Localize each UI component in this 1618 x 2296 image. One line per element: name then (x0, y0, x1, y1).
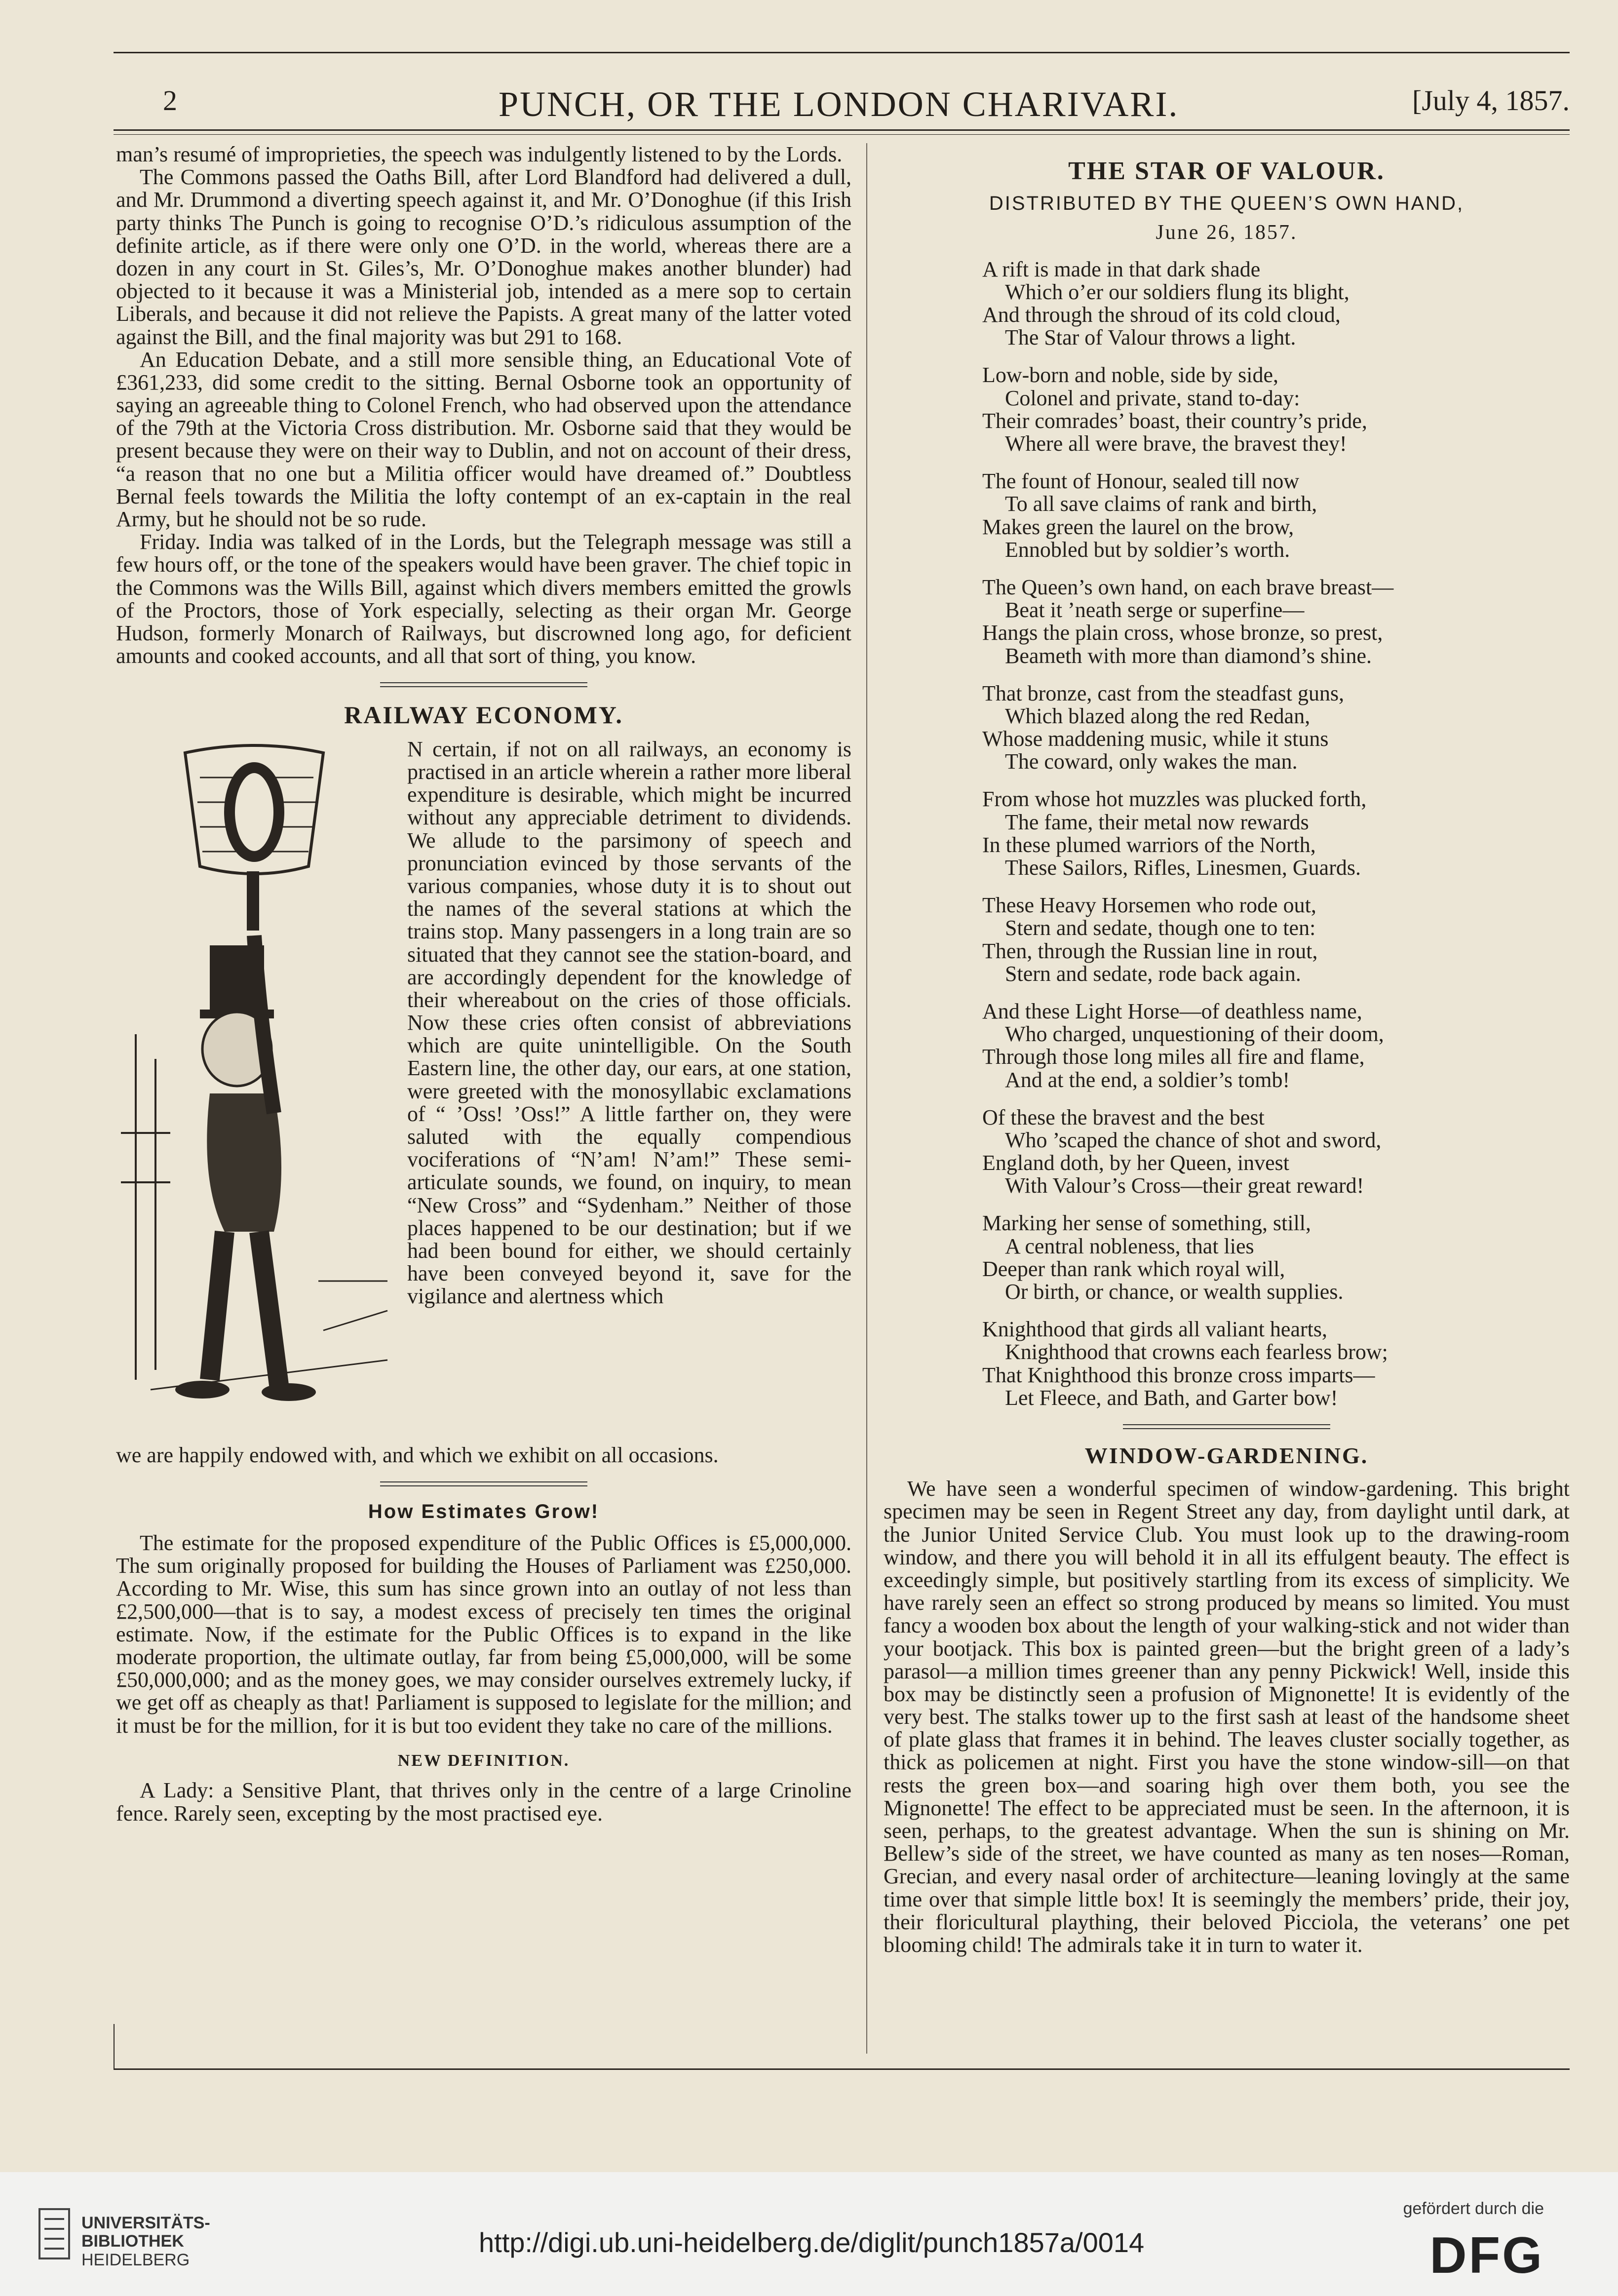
stanza (982, 894, 1570, 985)
poem-line: Who ’scaped the chance of shot and sword, (1005, 1128, 1382, 1152)
paragraph-lords: man’s resumé of improprieties, the speech was indulgently listened to by the Lords. (116, 142, 843, 166)
poem-line: Which o’er our soldiers flung its blight, (1005, 279, 1349, 304)
poem-line: The Star of Valour throws a light. (1005, 325, 1296, 350)
railway-text: N certain, if not on all railways, an economy is practised in an article wherein a rather more liberal expenditure is desirable, which might be incurred without any appreciable detriment to dividends. We allude to the parsimony of speech and pronunciation evinced by those servants of the various companies, whose duty it is to shout out the names of the several stations at which the trains stop. Many passengers in a long train are so situated that they cannot see the station-board, and are accordingly dependent for the knowledge of their whereabout on the cries of those officials. Now these cries often consist of abbreviations which are quite unintelligible. On the South Eastern line, the other day, our ears, at one station, were greeted with the monosyllabic exclamations of “ ’Oss! ’Oss!” A little farther on, they were saluted with the equally compendious vociferations of “N’am! N’am!” These semi-articulate sounds, we found, on inquiry, to mean “New Cross” and “Sydenham.” Neither of those places happened to be our destination; but if we had been bound for either, we should certainly have been conveyed beyond it, save for the vigilance and alertness which (407, 738, 851, 1309)
star-subtitle: DISTRIBUTED BY THE QUEEN’S OWN HAND, (989, 192, 1464, 214)
library-line: HEIDELBERG (81, 2250, 190, 2269)
poem-line: Beat it ’neath serge or superfine— (1005, 598, 1305, 623)
star-title: THE STAR OF VALOUR. (1068, 157, 1385, 185)
stanza (982, 1318, 1570, 1409)
funded-by-label: gefördert durch die (1403, 2199, 1544, 2218)
page-header (114, 84, 1570, 128)
poem-line: Of these the bravest and the best (982, 1105, 1265, 1129)
stanza (982, 364, 1570, 455)
stanza (982, 576, 1570, 667)
railway-illustration (116, 738, 397, 1439)
poem-line: And through the shroud of its cold cloud, (982, 303, 1341, 327)
railway-article (116, 738, 851, 1444)
definition-title: NEW DEFINITION. (397, 1751, 570, 1770)
poem-line: The Queen’s own hand, on each brave breast— (982, 575, 1394, 599)
poem-line: And these Light Horse—of deathless name, (982, 999, 1362, 1023)
stanza (982, 1212, 1570, 1303)
star-date: June 26, 1857. (1156, 221, 1298, 244)
poem-line: The coward, only wakes the man. (1005, 749, 1298, 774)
bottom-rule (114, 2068, 1570, 2070)
window-text: We have seen a wonderful specimen of window-gardening. This bright specimen may be seen in Regent Street any day, from daylight until dark, at the Junior United Service Club. You must look up to the drawing-room window, and there you will behold it in all its effulgent beauty. The effect is exceedingly simple, but positively startling from its excess of simplicity. We have rarely seen an effect so strong produced by means so limited. You must fancy a wooden box about the length of your walking-stick and not wider than your bootjack. This box is painted green—but the bright green of a lady’s parasol—a million times greener than any penny Pickwick! Well, inside this box may be distinctly seen a profusion of Mignonette! It is evidently of the very best. The stalks tower up to the first sash at least of the handsome sheet of plate glass that frames it in behind. The leaves cluster socially together, as thick as policemen at night. First you have the stone window-sill—on that rests the green box—and soaring high over them both, you see the Mignonette! The effect to be appreciated must be seen. In the afternoon, it is seen, perhaps, to the greatest advantage. When the sun is shining on Mr. Bellew’s side of the street, we have counted as many as ten noses—Roman, Grecian, and every nasal order of architecture—leaning lovingly at the same time over that simple little box! It is seemingly the members’ pride, their joy, their floricultural plaything, their beloved Picciola, the veterans’ one pet blooming child! The admirals take it in turn to water it. (884, 1477, 1570, 1957)
dfg-logo: DFG (1429, 2227, 1544, 2284)
poem-line: Where all were brave, the bravest they! (1005, 431, 1347, 456)
poem-line: Knighthood that crowns each fearless brow; (1005, 1340, 1388, 1364)
page-number: 2 (163, 84, 177, 117)
left-margin-rule (114, 2024, 115, 2068)
poem-line: Stern and sedate, though one to ten: (1005, 916, 1316, 940)
poem-line: Then, through the Russian line in rout, (982, 938, 1318, 963)
poem-line: Whose maddening music, while it stuns (982, 727, 1329, 751)
poem-line: Let Fleece, and Bath, and Garter bow! (1005, 1385, 1338, 1410)
poem-line: Or birth, or chance, or wealth supplies. (1005, 1280, 1344, 1304)
poem (884, 258, 1570, 1409)
header-rule-thin (114, 134, 1570, 135)
stanza (982, 1106, 1570, 1198)
poem-line: Who charged, unquestioning of their doom, (1005, 1022, 1384, 1047)
poem-line: From whose hot muzzles was plucked forth, (982, 787, 1367, 812)
stanza (982, 258, 1570, 350)
poem-line: To all save claims of rank and birth, (1005, 492, 1317, 516)
library-name (81, 2214, 210, 2269)
poem-line: In these plumed warriors of the North, (982, 832, 1316, 857)
poem-line: Low-born and noble, side by side, (982, 363, 1278, 388)
permalink-url[interactable]: http://digi.ub.uni-heidelberg.de/diglit/punch1857a/0014 (479, 2227, 1145, 2258)
section-separator (1123, 1424, 1330, 1429)
poem-line: Which blazed along the red Redan, (1005, 703, 1310, 728)
poem-line: These Heavy Horsemen who rode out, (982, 893, 1316, 918)
poem-line: A rift is made in that dark shade (982, 257, 1261, 281)
poem-line: That bronze, cast from the steadfast guns, (982, 681, 1345, 705)
poem-line: Ennobled but by soldier’s worth. (1005, 537, 1290, 562)
section-separator (380, 682, 587, 687)
top-rule (114, 52, 1570, 53)
poem-line: That Knighthood this bronze cross imparts— (982, 1362, 1375, 1387)
running-title: PUNCH, OR THE LONDON CHARIVARI. (499, 84, 1179, 124)
stanza (982, 788, 1570, 879)
library-line: UNIVERSITÄTS- (81, 2214, 210, 2232)
poem-line: Makes green the laurel on the brow, (982, 514, 1294, 539)
poem-line: The fame, their metal now rewards (1005, 810, 1309, 834)
paragraph-oaths-bill: The Commons passed the Oaths Bill, after Lord Blandford had delivered a dull, and Mr. Drummond a diverting speech against it, and Mr. O’Donoghue (if this Irish party thinks The Punch is going to recognise O’D.’s ridiculous assumption of the definite article, as if there were only one O’D. in the world, whereas there are a dozen in any court in St. Giles’s, Mr. O’Donoghue makes another blunder) had objected to it because it was a Ministerial job, intended as a mere sop to certain Liberals, and because it did not relieve the Papists. A great many of the latter voted against the Bill, and the final majority was but 291 to 168. (116, 165, 851, 349)
poem-line: England doth, by her Queen, invest (982, 1151, 1289, 1175)
stanza (982, 470, 1570, 561)
poem-line: Stern and sedate, rode back again. (1005, 961, 1301, 986)
stanza (982, 1000, 1570, 1091)
library-logo-icon (37, 2207, 72, 2261)
paragraph-education: An Education Debate, and a still more sensible thing, an Educational Vote of £361,233, did some credit to the sitting. Bernal Osborne took an opportunity of saying an agreeable thing to Colonel French, who had observed upon the attendance of the 79th at the Victoria Cross distribution. Mr. Osborne said that they would be present because they were on their way to Dublin, and not on account of their dress, “a reason that no one but a Militia officer would have dreamed of.” Doubtless Bernal feels towards the Militia the lofty contempt of an ex-captain in the real Army, but he should not be so rude. (116, 347, 851, 531)
library-line: BIBLIOTHEK (81, 2232, 184, 2251)
issue-date: [July 4, 1857. (1412, 84, 1570, 117)
right-column (884, 158, 1570, 1956)
window-title: WINDOW-GARDENING. (1084, 1442, 1369, 1468)
digitization-footer (0, 2172, 1618, 2296)
poem-line: Their comrades’ boast, their country’s pride, (982, 408, 1367, 433)
poem-line: A central nobleness, that lies (1005, 1234, 1254, 1258)
poem-line: Marking her sense of something, still, (982, 1211, 1311, 1236)
section-separator (380, 1481, 587, 1486)
header-rule (114, 129, 1570, 131)
railway-end: we are happily endowed with, and which we exhibit on all occasions. (116, 1442, 719, 1467)
poem-line: Through those long miles all fire and flame, (982, 1045, 1365, 1069)
poem-line: Hangs the plain cross, whose bronze, so prest, (982, 621, 1383, 645)
poem-line: The fount of Honour, sealed till now (982, 469, 1300, 494)
left-column (116, 143, 851, 1825)
poem-line: Colonel and private, stand to-day: (1005, 386, 1300, 410)
poem-line: Knighthood that girds all valiant hearts, (982, 1317, 1327, 1342)
poem-line: These Sailors, Rifles, Linesmen, Guards. (1005, 856, 1361, 880)
stanza (982, 682, 1570, 774)
estimates-title: How Estimates Grow! (368, 1501, 600, 1522)
column-divider (866, 143, 867, 2054)
poem-line: Deeper than rank which royal will, (982, 1256, 1285, 1281)
poem-line: With Valour’s Cross—their great reward! (1005, 1173, 1364, 1198)
definition-text: A Lady: a Sensitive Plant, that thrives only in the centre of a large Crinoline fence. Rarely seen, excepting by the most practised eye. (116, 1778, 851, 1826)
estimates-text: The estimate for the proposed expenditure of the Public Offices is £5,000,000. The sum originally proposed for building the Houses of Parliament was £250,000. According to Mr. Wise, this sum has since grown into an outlay of not less than £2,500,000—that is to say, a modest excess of precisely ten times the original estimate. Now, if the estimate for the Public Offices is to expand in the like moderate proportion, the ultimate outlay, far from being £5,000,000, will be some £50,000,000; and as the money goes, we may consider ourselves extremely lucky, if we get off as cheaply as that! Parliament is supposed to legislate for the million; and it must be for the million, for it is but too evident they take no care of the millions. (116, 1531, 851, 1738)
paragraph-friday: Friday. India was talked of in the Lords, but the Telegraph message was still a few hours off, or the tone of the speakers would have been graver. The chief topic in the Commons was the Wills Bill, against which divers members emitted the growls of the Proctors, those of York especially, selecting as their organ Mr. George Hudson, formerly Monarch of Railways, but discrowned long ago, for deficient amounts and cooked accounts, and all that sort of thing, you know. (116, 530, 851, 668)
railway-title: RAILWAY ECONOMY. (344, 701, 623, 729)
poem-line: And at the end, a soldier’s tomb! (1005, 1067, 1290, 1092)
poem-line: Beameth with more than diamond’s shine. (1005, 643, 1372, 668)
